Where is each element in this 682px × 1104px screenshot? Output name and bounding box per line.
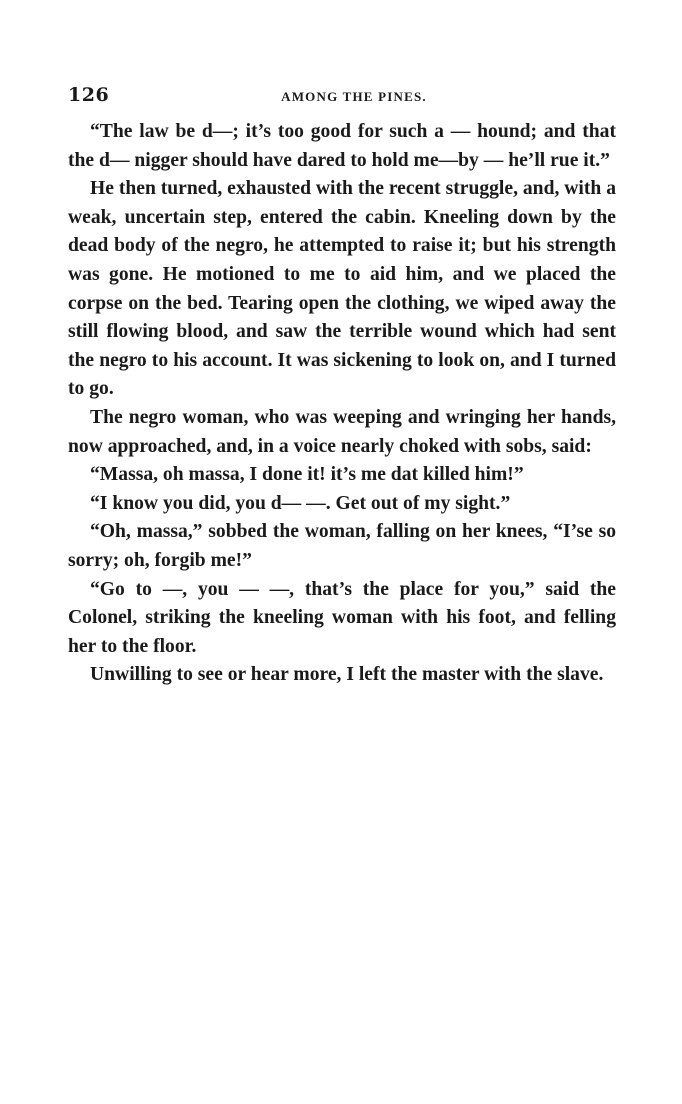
paragraph-2: He then turned, exhausted with the recent struggle, and, with a weak, uncertain step, entered the cabin. Kneeling down by the dead body of the negro, he attempted to raise it; but his strength was gone. He motioned to me to aid him, and we placed the corpse on the bed. Tearing open the clothing, we wiped away the still flowing blood, and saw the terrible wound which had sent the negro to his account. It was sickening to look on, and I turned to go. [68,178,616,400]
paragraph-3: The negro woman, who was weeping and wringing her hands, now approached, and, in a voice nearly choked with sobs, said: [68,406,616,457]
paragraph-7: “Go to —, you — —, that’s the place for you,” said the Colonel, striking the kneeling woman with his foot, and felling her to the floor. [68,578,616,657]
book-page [68,84,616,690]
paragraph-5: “I know you did, you d— —. Get out of my sight.” [90,492,511,514]
page-number: 126 [68,84,110,106]
paragraph-6: “Oh, massa,” sobbed the woman, falling on her knees, “I’se so sorry; oh, forgib me!” [68,521,616,571]
paragraph-8: Unwilling to see or hear more, I left the master with the slave. [90,664,604,686]
running-title: AMONG THE PINES. [281,89,427,104]
running-head [68,84,616,116]
paragraph-1: “The law be d—; it’s too good for such a — hound; and that the d— nigger should have dared to hold me—by — he’ll rue it.” [68,121,616,171]
body-text [68,118,616,690]
paragraph-4: “Massa, oh massa, I done it! it’s me dat killed him!” [90,464,524,486]
